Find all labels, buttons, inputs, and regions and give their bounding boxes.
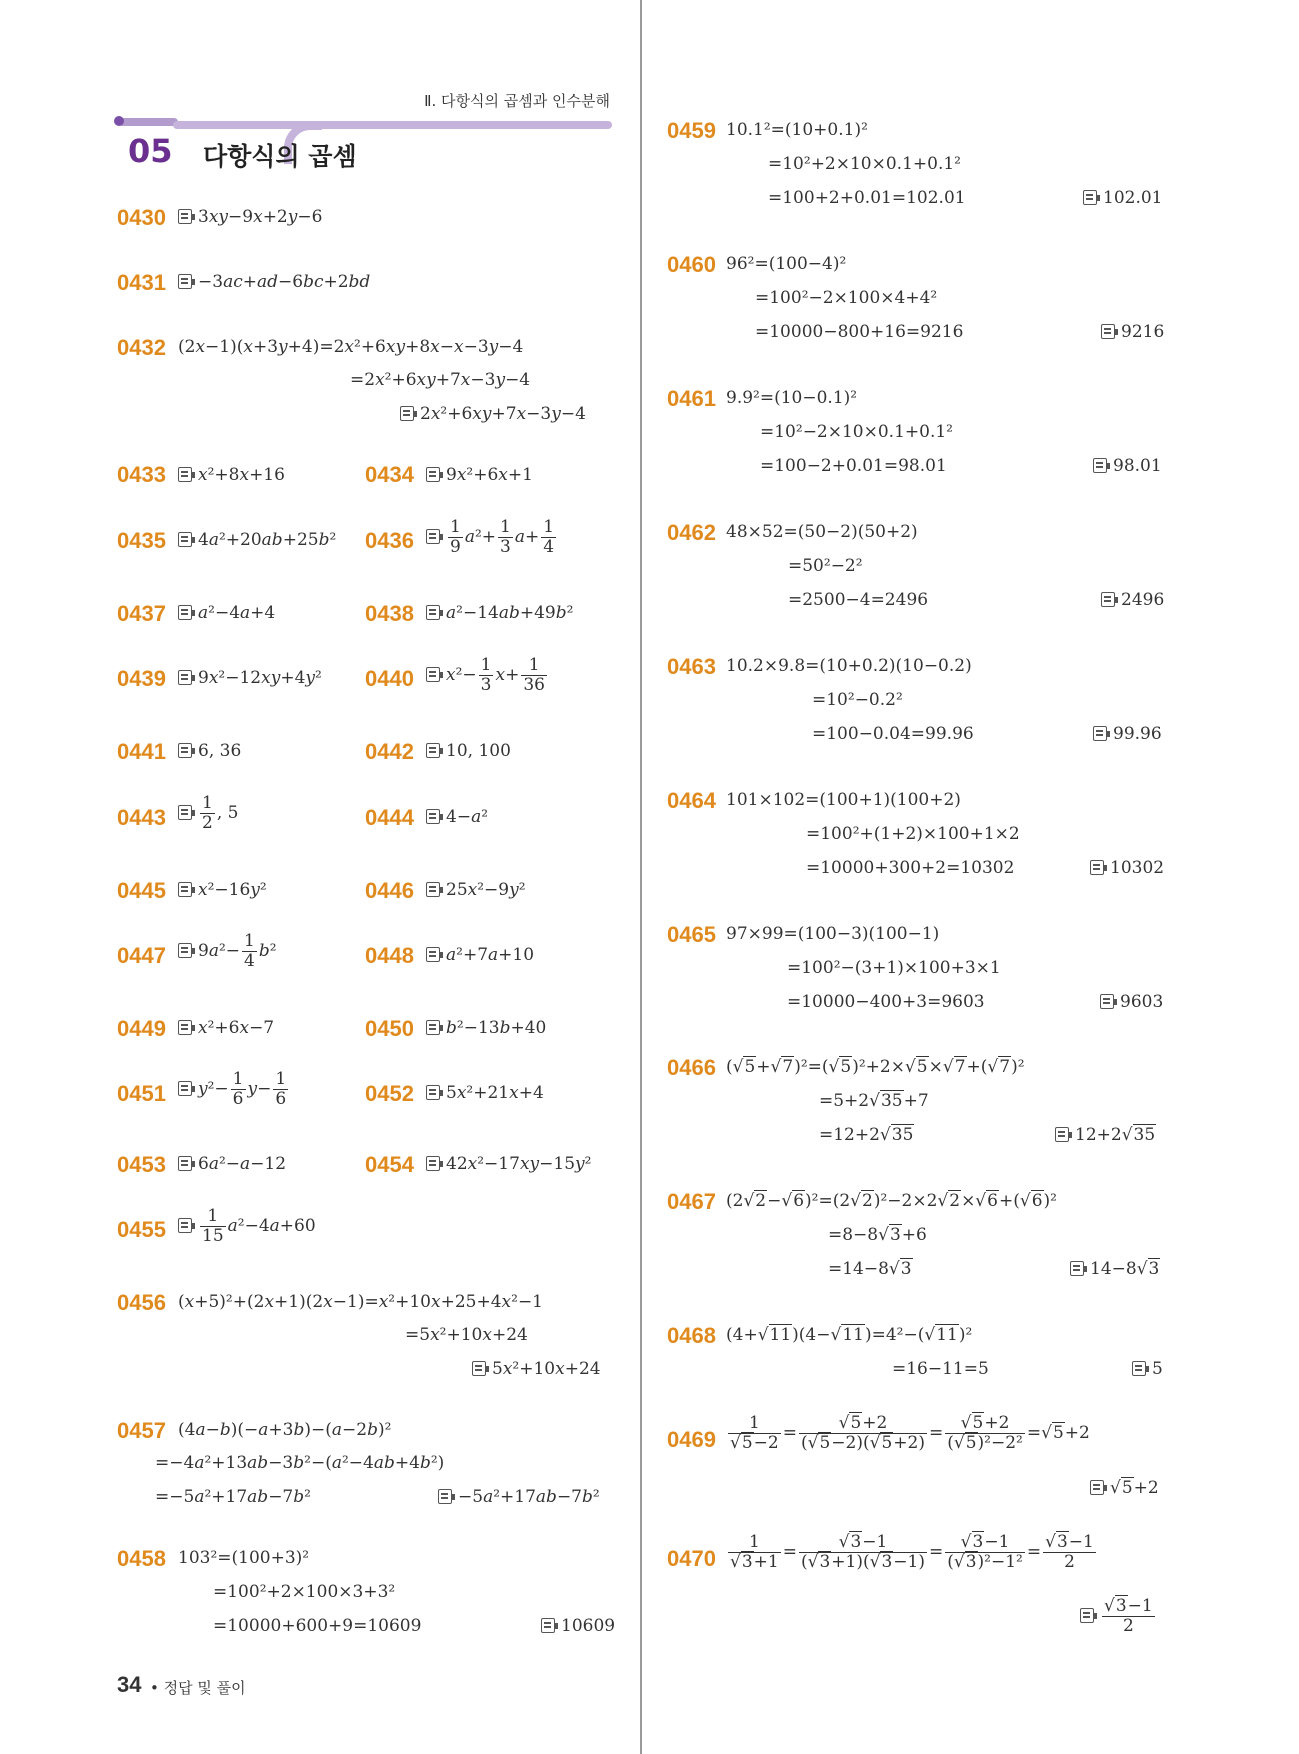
solution-line: 103²=(100+3)² [178, 1548, 310, 1568]
answer-icon [1090, 860, 1104, 875]
problem-number: 0436 [365, 528, 414, 553]
problem-number: 0448 [365, 943, 414, 968]
problem-number: 0442 [365, 739, 414, 764]
problem-number: 0450 [365, 1016, 414, 1041]
answer-line [1101, 590, 1164, 610]
solution-line: =−5a²+17ab−7b² [155, 1487, 311, 1507]
answer-line: a²−4a+4 [178, 603, 275, 623]
answer-icon [178, 605, 192, 620]
section-band [118, 118, 612, 132]
problem-number: 0431 [117, 270, 166, 295]
solution-line: (2√2−√6)²=(2√2)²−2×2√2×√6+(√6)² [726, 1191, 1057, 1211]
solution-line: =100−2+0.01=98.01 [760, 456, 947, 476]
answer-icon [1070, 1261, 1084, 1276]
answer-icon [178, 670, 192, 685]
answer-icon [1132, 1361, 1146, 1376]
answer-icon [438, 1489, 452, 1504]
problem-number: 0459 [667, 118, 716, 143]
solution-line: =2x²+6xy+7x−3y−4 [350, 370, 531, 390]
answer-value: 2496 [1121, 590, 1165, 610]
answer-icon [426, 809, 440, 824]
answer-icon [426, 743, 440, 758]
problem-number: 0460 [667, 252, 716, 277]
answer-icon [178, 805, 192, 820]
solution-line: =10²−0.2² [812, 690, 903, 710]
answer-icon [178, 532, 192, 547]
answer-line: 5x²+10x+24 [472, 1359, 601, 1379]
answer-icon [178, 882, 192, 897]
answer-line: 6a²−a−12 [178, 1154, 286, 1174]
answer-line: 9x²−12xy+4y² [178, 668, 322, 688]
answer-line: $\frac{1}{9}$ a²+ $\frac{1}{3}$ a+ $\frac{1}{4}$ [426, 518, 558, 557]
answer-icon [1055, 1127, 1069, 1142]
answer-icon [178, 943, 192, 958]
answer-icon [426, 1085, 440, 1100]
answer-line: 4−a² [426, 807, 488, 827]
section-number: 05 [128, 132, 173, 170]
answer-icon [1101, 324, 1115, 339]
solution-line: =100²−(3+1)×100+3×1 [787, 958, 1001, 978]
solution-line: =12+2√35 [819, 1125, 914, 1145]
solution-line: =100²+2×100×3+3² [213, 1582, 396, 1602]
answer-value: 10302 [1110, 858, 1165, 878]
answer-line: 12+2√35 [1055, 1125, 1156, 1145]
solution-line: =10000−800+16=9216 [755, 322, 964, 342]
solution-line: (x+5)²+(2x+1)(2x−1)=x²+10x+25+4x²−1 [178, 1292, 543, 1312]
solution-line: =5+2√35+7 [819, 1091, 929, 1111]
problem-number: 0445 [117, 878, 166, 903]
answer-line [1083, 188, 1162, 208]
problem-number: 0463 [667, 654, 716, 679]
answer-line: $\frac{1}{15}$ a²−4a+60 [178, 1207, 316, 1246]
problem-number: 0456 [117, 1290, 166, 1315]
answer-line [1090, 858, 1164, 878]
problem-number: 0457 [117, 1418, 166, 1443]
problem-number: 0468 [667, 1323, 716, 1348]
solution-line: =10²−2×10×0.1+0.1² [760, 422, 954, 442]
solution-line: 48×52=(50−2)(50+2) [726, 522, 918, 542]
solution-line: =5x²+10x+24 [405, 1325, 528, 1345]
answer-line: a²−14ab+49b² [426, 603, 573, 623]
problem-number: 0451 [117, 1081, 166, 1106]
solution-line: =100−0.04=99.96 [812, 724, 974, 744]
problem-number: 0467 [667, 1189, 716, 1214]
solution-line: (4a−b)(−a+3b)−(a−2b)² [178, 1420, 392, 1440]
problem-number: 0464 [667, 788, 716, 813]
answer-line [1093, 456, 1162, 476]
answer-icon [426, 947, 440, 962]
solution-line: =100+2+0.01=102.01 [768, 188, 966, 208]
solution-line: =8−8√3+6 [828, 1225, 927, 1245]
problem-number: 0455 [117, 1217, 166, 1242]
answer-line: $\frac{1}{2}$ , 5 [178, 794, 238, 833]
solution-line: 97×99=(100−3)(100−1) [726, 924, 940, 944]
solution-line: =16−11=5 [892, 1359, 989, 1379]
column-divider [640, 0, 642, 1754]
problem-number: 0433 [117, 462, 166, 487]
answer-icon [178, 1156, 192, 1171]
solution-line: =10²+2×10×0.1+0.1² [768, 154, 962, 174]
answer-value: 6, 36 [198, 741, 242, 761]
problem-number: 0462 [667, 520, 716, 545]
problem-number: 0447 [117, 943, 166, 968]
problem-number: 0435 [117, 528, 166, 553]
answer-icon [541, 1618, 555, 1633]
answer-icon [426, 667, 440, 682]
solution-line: =10000+600+9=10609 [213, 1616, 422, 1636]
answer-icon [426, 1156, 440, 1171]
answer-icon [426, 467, 440, 482]
answer-value: 10, 100 [446, 741, 511, 761]
answer-icon [1100, 994, 1114, 1009]
answer-icon [426, 1020, 440, 1035]
solution-line: (2x−1)(x+3y+4)=2x²+6xy+8x−x−3y−4 [178, 337, 524, 357]
answer-line [426, 741, 511, 761]
answer-value: 102.01 [1103, 188, 1163, 208]
answer-line: 5x²+21x+4 [426, 1083, 544, 1103]
solution-line: 9.9²=(10−0.1)² [726, 388, 858, 408]
page-number: 34 [117, 1672, 142, 1697]
problem-number: 0449 [117, 1016, 166, 1041]
answer-line: x²+8x+16 [178, 465, 285, 485]
answer-line: x²−16y² [178, 880, 267, 900]
answer-value: 5 [1152, 1359, 1163, 1379]
answer-line: 4a²+20ab+25b² [178, 530, 336, 550]
answer-icon [178, 1218, 192, 1233]
answer-line: √5+2 [1090, 1478, 1159, 1498]
solution-line: =10000+300+2=10302 [806, 858, 1015, 878]
answer-line: 42x²−17xy−15y² [426, 1154, 591, 1174]
answer-icon [178, 209, 192, 224]
answer-icon [178, 1081, 192, 1096]
answer-line: 25x²−9y² [426, 880, 526, 900]
answer-value: 9603 [1120, 992, 1164, 1012]
footer-label: • 정답 및 풀이 [150, 1679, 246, 1697]
solution-line: 10.1²=(10+0.1)² [726, 120, 868, 140]
problem-number: 0469 [667, 1427, 716, 1452]
problem-number: 0443 [117, 805, 166, 830]
answer-line [1132, 1359, 1163, 1379]
problem-number: 0430 [117, 205, 166, 230]
answer-icon [178, 743, 192, 758]
solution-line: =100²+(1+2)×100+1×2 [806, 824, 1020, 844]
answer-line: x²− $\frac{1}{3}$ x+ $\frac{1}{36}$ [426, 656, 549, 695]
problem-number: 0454 [365, 1152, 414, 1177]
answer-line [1093, 724, 1162, 744]
problem-number: 0458 [117, 1546, 166, 1571]
solution-line: $\frac{1}{√3+1}$ = $\frac{√3-1}{(√3+1)(√3-1)}$ = $\frac{√3-1}{\text{(√3)²−1²}}$ = $\frac{√3-1}{2}$ [730, 1532, 1094, 1572]
problem-number: 0461 [667, 386, 716, 411]
answer-icon [1093, 458, 1107, 473]
answer-line [541, 1616, 615, 1636]
problem-number: 0453 [117, 1152, 166, 1177]
problem-number: 0444 [365, 805, 414, 830]
problem-number: 0470 [667, 1546, 716, 1571]
answer-icon [178, 467, 192, 482]
answer-icon [426, 529, 440, 544]
solution-line: =10000−400+3=9603 [787, 992, 985, 1012]
answer-line: 9x²+6x+1 [426, 465, 533, 485]
problem-number: 0466 [667, 1055, 716, 1080]
solution-line: =50²−2² [788, 556, 863, 576]
solution-line: =100²−2×100×4+4² [755, 288, 938, 308]
answer-icon [1093, 726, 1107, 741]
problem-number: 0438 [365, 601, 414, 626]
problem-number: 0440 [365, 666, 414, 691]
solution-line: 101×102=(100+1)(100+2) [726, 790, 961, 810]
problem-number: 0437 [117, 601, 166, 626]
answer-line: 14−8√3 [1070, 1259, 1160, 1279]
answer-line: $\frac{√3-1}{2}$ [1080, 1597, 1157, 1636]
solution-line: =−4a²+13ab−3b²−(a²−4ab+4b²) [155, 1453, 445, 1473]
answer-line [1100, 992, 1163, 1012]
answer-value: 99.96 [1113, 724, 1162, 744]
answer-line: x²+6x−7 [178, 1018, 274, 1038]
problem-number: 0446 [365, 878, 414, 903]
problem-number: 0465 [667, 922, 716, 947]
solution-line: $\frac{1}{√5-2}$ = $\frac{√5+2}{(√5-2)(√5+2)}$ = $\frac{√5+2}{\text{(√5)²−2²}}$ =√5+2 [730, 1413, 1090, 1453]
answer-line: a²+7a+10 [426, 945, 534, 965]
answer-value: 98.01 [1113, 456, 1162, 476]
problem-number: 0441 [117, 739, 166, 764]
solution-line: 96²=(100−4)² [726, 254, 847, 274]
answer-line: 3xy−9x+2y−6 [178, 207, 322, 227]
solution-line: (4+√11)(4−√11)=4²−(√11)² [726, 1325, 973, 1345]
answer-line [178, 741, 241, 761]
problem-number: 0432 [117, 335, 166, 360]
answer-line: 9a²− $\frac{1}{4}$ b² [178, 932, 277, 971]
answer-icon [1080, 1608, 1094, 1623]
answer-line: y²− $\frac{1}{6}$ y− $\frac{1}{6}$ [178, 1070, 290, 1109]
problem-number: 0452 [365, 1081, 414, 1106]
problem-number: 0439 [117, 666, 166, 691]
answer-icon [426, 882, 440, 897]
answer-icon [1090, 1480, 1104, 1495]
solution-line: 10.2×9.8=(10+0.2)(10−0.2) [726, 656, 972, 676]
chapter-label: Ⅱ. 다항식의 곱셈과 인수분해 [424, 92, 610, 110]
problem-number: 0434 [365, 462, 414, 487]
solution-line: (√5+√7)²=(√5)²+2×√5×√7+(√7)² [726, 1057, 1025, 1077]
answer-line [1101, 322, 1164, 342]
answer-line: −3ac+ad−6bc+2bd [178, 272, 370, 292]
answer-line: −5a²+17ab−7b² [438, 1487, 600, 1507]
answer-icon [472, 1361, 486, 1376]
solution-line: =2500−4=2496 [788, 590, 929, 610]
answer-icon [178, 1020, 192, 1035]
answer-value: 10609 [561, 1616, 616, 1636]
answer-icon [1101, 592, 1115, 607]
answer-icon [178, 274, 192, 289]
answer-icon [400, 406, 414, 421]
answer-icon [426, 605, 440, 620]
answer-line: b²−13b+40 [426, 1018, 546, 1038]
answer-value: 9216 [1121, 322, 1165, 342]
solution-line: =14−8√3 [828, 1259, 912, 1279]
section-title: 다항식의 곱셈 [203, 142, 357, 171]
answer-line: 2x²+6xy+7x−3y−4 [400, 404, 586, 424]
answer-icon [1083, 190, 1097, 205]
